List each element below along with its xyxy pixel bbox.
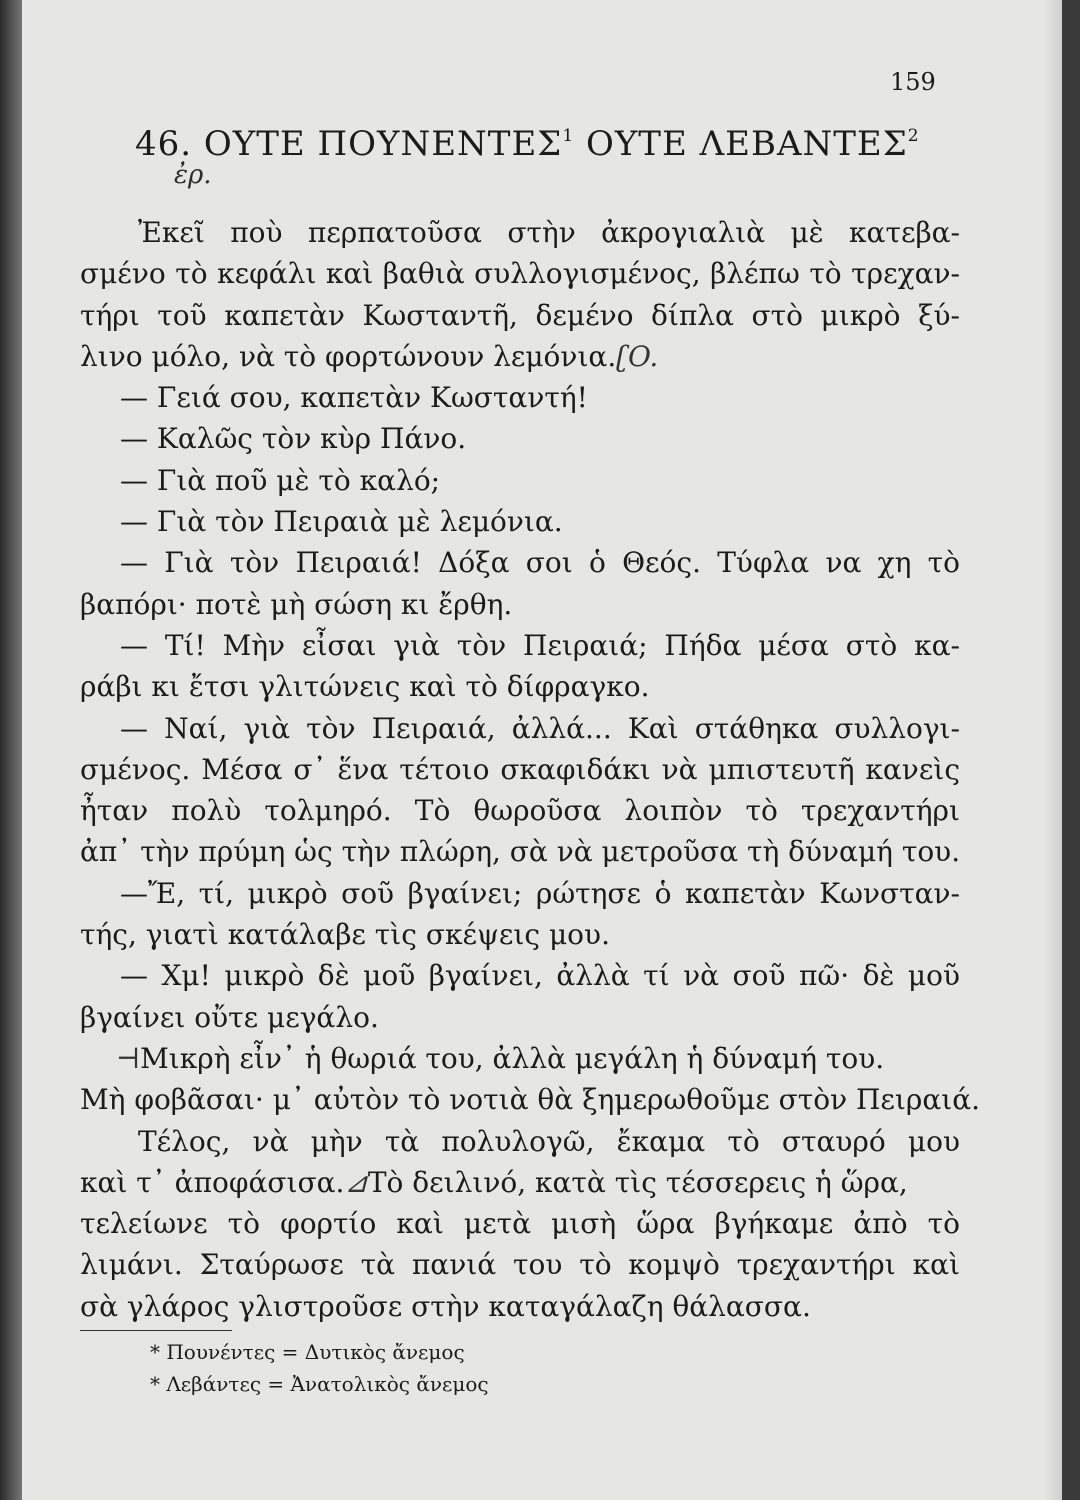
paragraph-line: τελείωνε τὸ φορτίο καὶ μετὰ μισὴ ὥρα βγήκαμε ἀπὸ τὸ [80, 1207, 960, 1241]
book-spine-shadow [0, 0, 22, 1500]
dialog-line: — Χμ! μικρὸ δὲ μοῦ βγαίνει, ἀλλὰ τί νὰ σοῦ πῶ· δὲ μοῦ [120, 959, 960, 993]
dialog-line: — Ναί, γιὰ τὸν Πειραιά, ἀλλά... Καὶ στάθηκα συλλογι- [120, 711, 960, 745]
paragraph-line [80, 336, 960, 377]
paragraph-line: Ἐκεῖ ποὺ περπατοῦσα στὴν ἀκρογιαλιὰ μὲ κατεβα- [138, 216, 960, 249]
footnote-divider [80, 1330, 232, 1331]
paragraph-line-text: λινο μόλο, νὰ τὸ φορτώνουν λεμόνια. [80, 339, 617, 373]
paragraph-line-text: καὶ τ᾽ ἀποφάσισα. [80, 1165, 345, 1199]
chapter-title [135, 124, 920, 164]
handwritten-paragraph-mark: ⊿ [344, 1165, 368, 1199]
dialog-line: — Γιὰ τὸν Πειραιὰ μὲ λεμόνια. [120, 505, 563, 539]
paragraph-line: λιμάνι. Σταύρωσε τὰ πανιά του τὸ κομψὸ τρεχαντήρι καὶ [80, 1248, 960, 1282]
body-text [80, 212, 981, 1327]
paragraph-line: Τέλος, νὰ μὴν τὰ πολυλογῶ, ἔκαμα τὸ σταυρό μου [138, 1124, 960, 1158]
dialog-line: ράβι κι ἔτσι γλιτώνεις καὶ τὸ δίφραγκο. [80, 670, 650, 704]
dialog-line: — Τί! Μὴν εἶσαι γιὰ τὸν Πειραιά; Πήδα μέσα στὸ κα- [120, 628, 960, 662]
paragraph-line: τήρι τοῦ καπετὰν Κωσταντῆ, δεμένο δίπλα στὸ μικρὸ ξύ- [80, 298, 960, 332]
paragraph-line-text: Τὸ δειλινό, κατὰ τὶς τέσσερεις ἡ ὥρα, [367, 1165, 908, 1199]
paragraph-line: Μὴ φοβᾶσαι· μ᾽ αὐτὸν τὸ νοτιὰ θὰ ξημερωθοῦμε στὸν Πειραιά. [80, 1083, 981, 1117]
paragraph-line [80, 1162, 960, 1203]
footnote: * Πουνέντες = Δυτικὸς ἄνεμος [150, 1340, 465, 1364]
dialog-line: τής, γιατὶ κατάλαβε τὶς σκέψεις μου. [80, 918, 610, 952]
dialog-line: — Γειά σου, καπετὰν Κωσταντή! [120, 381, 588, 415]
page-number: 159 [890, 68, 936, 96]
footnote-ref-1: 1 [562, 126, 575, 146]
paragraph-line: σμένος. Μέσα σ᾽ ἕνα τέτοιο σκαφιδάκι νὰ μπιστευτῆ κανεὶς [80, 752, 960, 786]
handwritten-margin-mark: ⊣ [116, 1041, 141, 1075]
footnotes [150, 1336, 750, 1400]
page-edge [1044, 0, 1062, 1500]
handwritten-correction-mark: ʗO. [616, 339, 659, 373]
paragraph-line: ἀπ᾽ τὴν πρύμη ὡς τὴν πλώρη, σὰ νὰ μετροῦσα τὴ δύναμή του. [80, 835, 961, 869]
footnote: * Λεβάντες = Ἀνατολικὸς ἄνεμος [150, 1372, 489, 1396]
paragraph-line: σμένο τὸ κεφάλι καὶ βαθιὰ συλλογισμένος, βλέπω τὸ τρεχαν- [80, 257, 960, 291]
dialog-line: — Γιὰ τὸν Πειραιά! Δόξα σοι ὁ Θεός. Τύφλα να χη τὸ [120, 546, 960, 580]
dialog-line: βγαίνει οὔτε μεγάλο. [80, 1000, 379, 1034]
book-page [22, 0, 1062, 1500]
paragraph-line [80, 1038, 960, 1079]
dialog-line: — Καλῶς τὸν κὺρ Πάνο. [120, 422, 467, 456]
dialog-line: —Ἔ, τί, μικρὸ σοῦ βγαίνει; ρώτησε ὁ καπετὰν Κωνσταν- [120, 876, 960, 910]
chapter-title-part2: ΟΥΤΕ ΛΕΒΑΝΤΕΣ [574, 124, 908, 164]
chapter-title-part1: 46. ΟΥΤΕ ΠΟΥΝΕΝΤΕΣ [135, 124, 563, 164]
footnote-ref-2: 2 [907, 126, 920, 146]
paragraph-line: ἦταν πολὺ τολμηρό. Τὸ θωροῦσα λοιπὸν τὸ τρεχαντήρι [80, 794, 960, 828]
handwritten-annotation: ἐρ. [174, 160, 212, 190]
dialog-line: βαπόρι· ποτὲ μὴ σώση κι ἔρθη. [80, 587, 513, 621]
dialog-line: — Γιὰ ποῦ μὲ τὸ καλό; [120, 463, 441, 497]
paragraph-line: σὰ γλάρος γλιστροῦσε στὴν καταγάλαζη θάλασσα. [80, 1289, 811, 1323]
paragraph-line-text: Μικρὴ εἶν᾽ ἡ θωριά του, ἀλλὰ μεγάλη ἡ δύναμή του. [140, 1041, 885, 1075]
